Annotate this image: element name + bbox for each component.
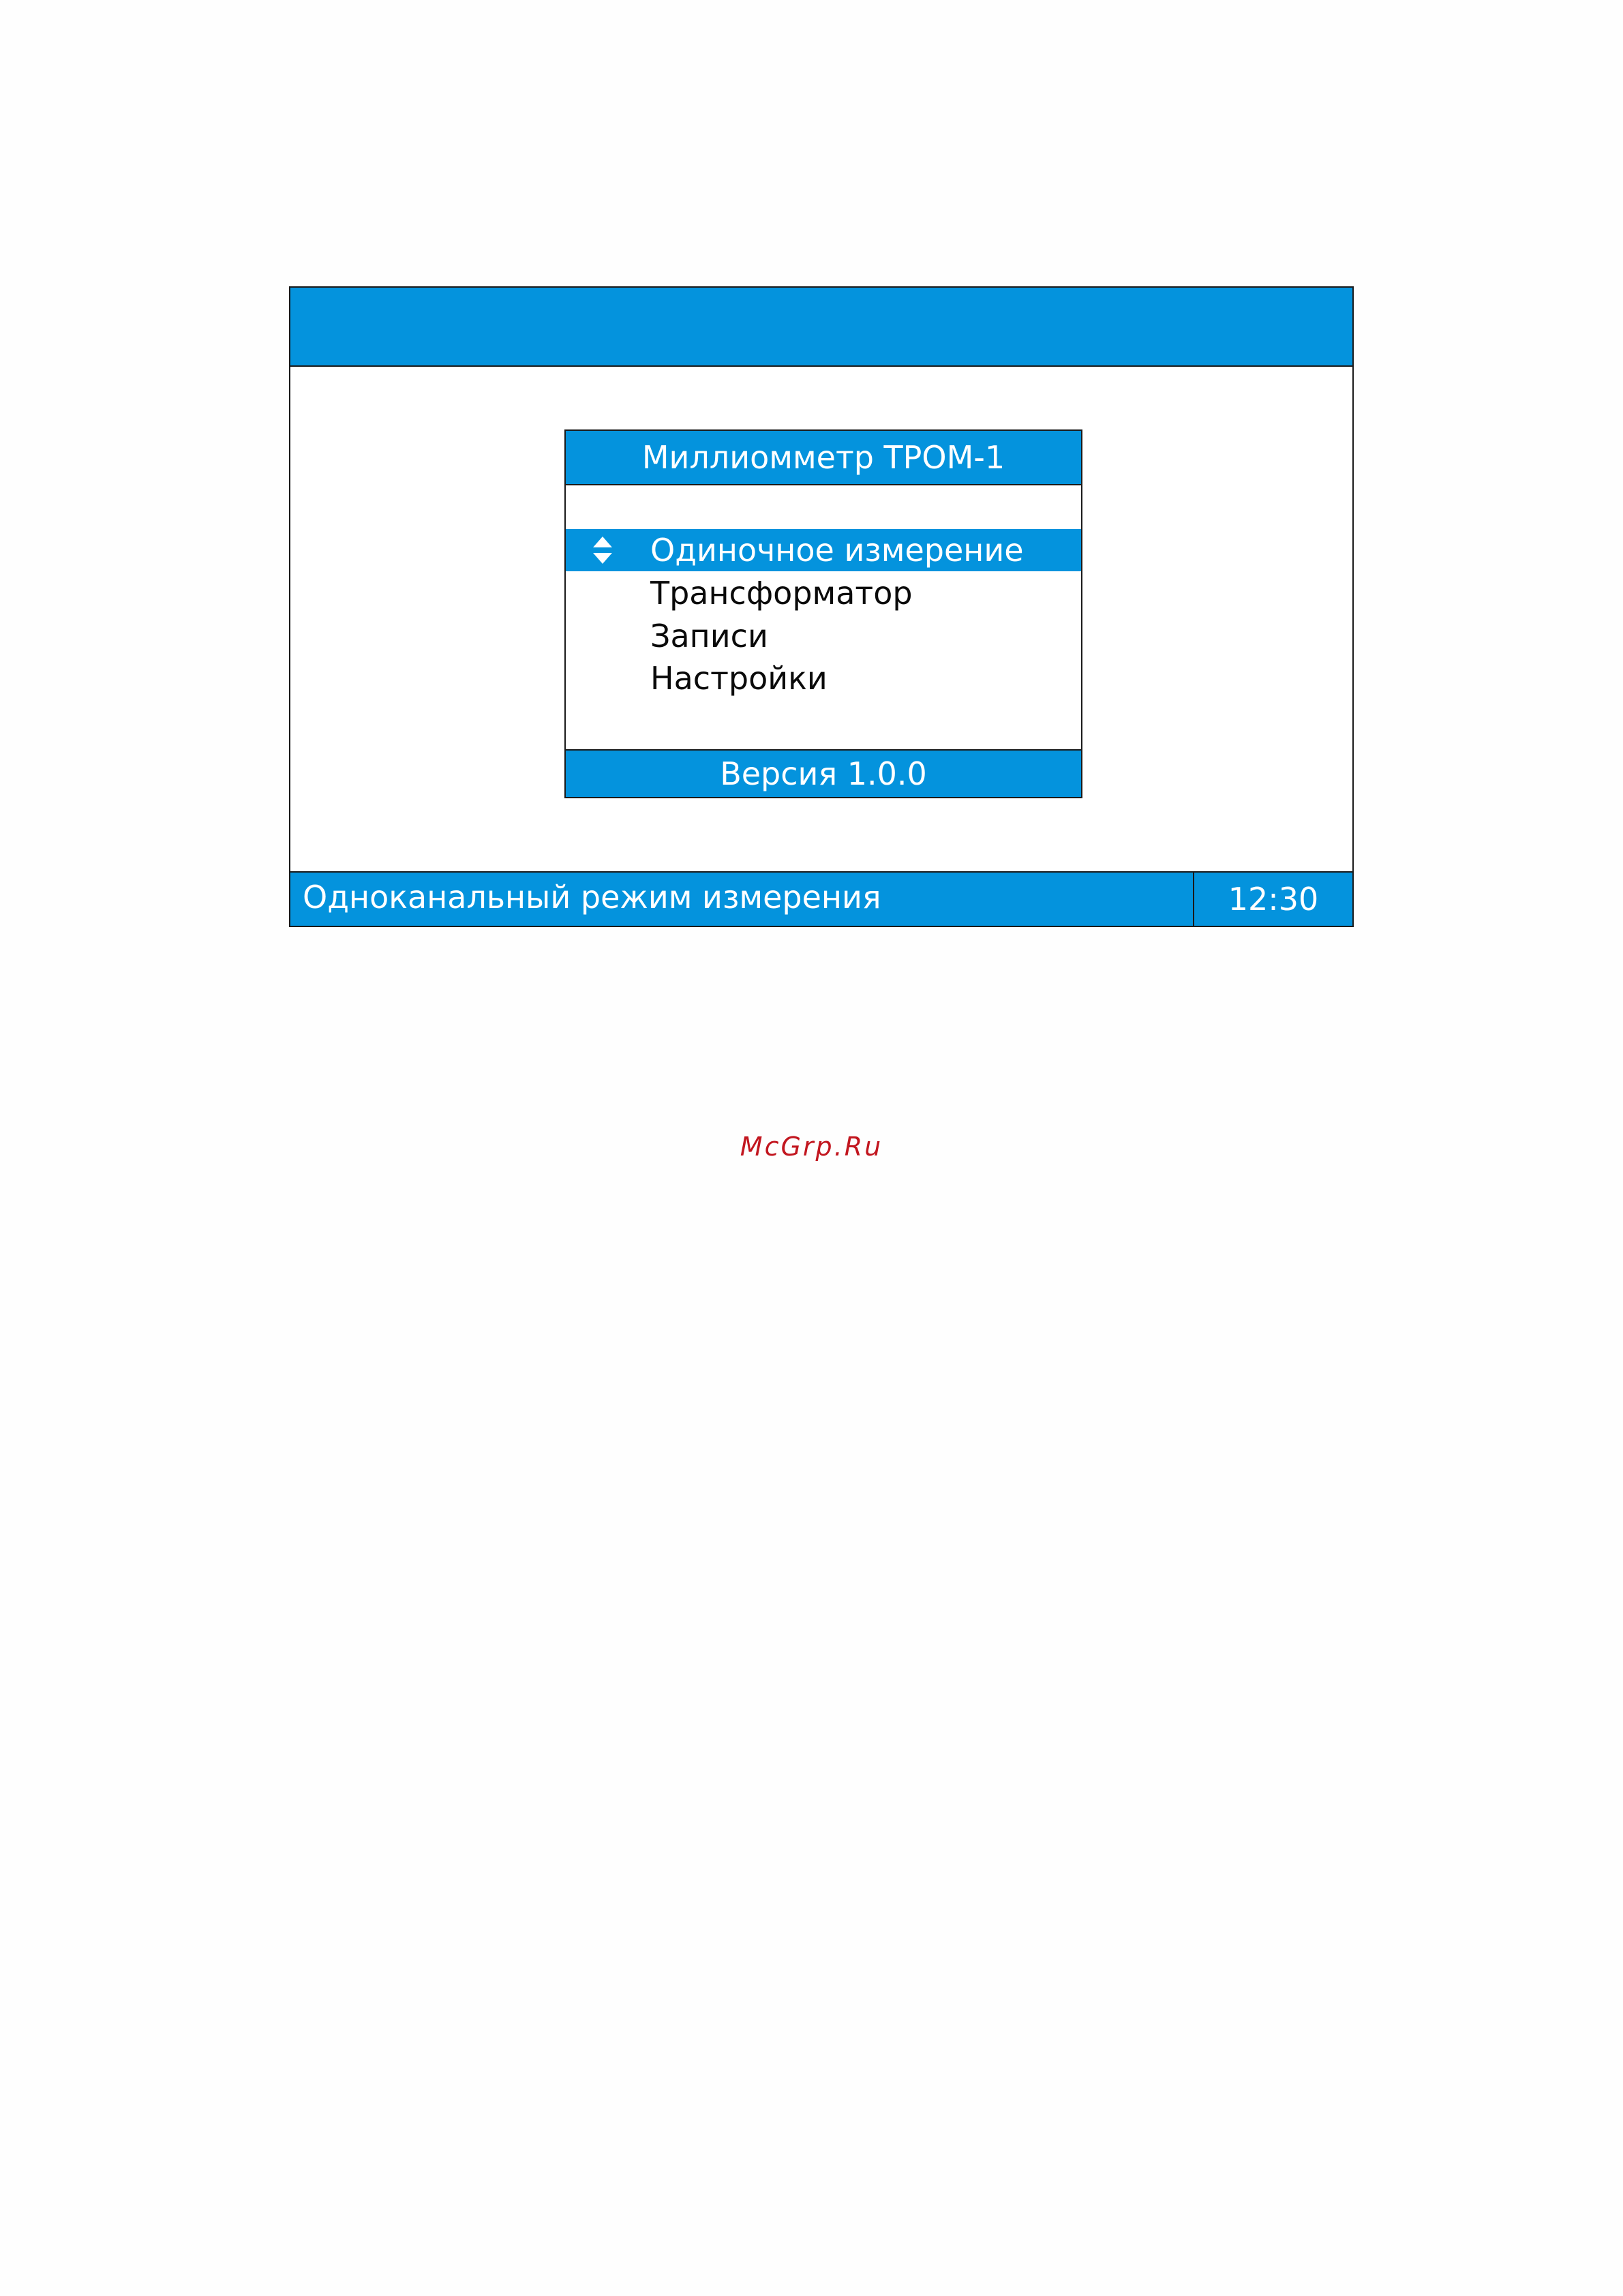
menu-item-single-measurement[interactable] <box>566 529 1081 571</box>
menu-item-transformer[interactable] <box>566 572 1081 614</box>
version-label: Версия 1.0.0 <box>566 749 1081 797</box>
top-bar <box>290 288 1352 367</box>
menu-item-settings[interactable] <box>566 657 1081 699</box>
device-screen <box>289 286 1354 927</box>
menu-item-label: Одиночное измерение <box>650 532 1024 569</box>
main-menu-dialog <box>564 429 1082 798</box>
watermark: McGrp.Ru <box>740 1132 883 1162</box>
menu-item-records[interactable] <box>566 615 1081 657</box>
up-down-arrows-icon <box>590 534 615 567</box>
clock: 12:30 <box>1228 881 1319 918</box>
menu-item-label: Настройки <box>650 660 828 697</box>
status-bar <box>290 871 1352 926</box>
menu-title: Миллиомметр ТРОМ-1 <box>566 431 1081 485</box>
mode-status-text: Одноканальный режим измерения <box>303 879 881 916</box>
menu-item-label: Трансформатор <box>650 575 913 611</box>
menu-item-label: Записи <box>650 618 768 654</box>
